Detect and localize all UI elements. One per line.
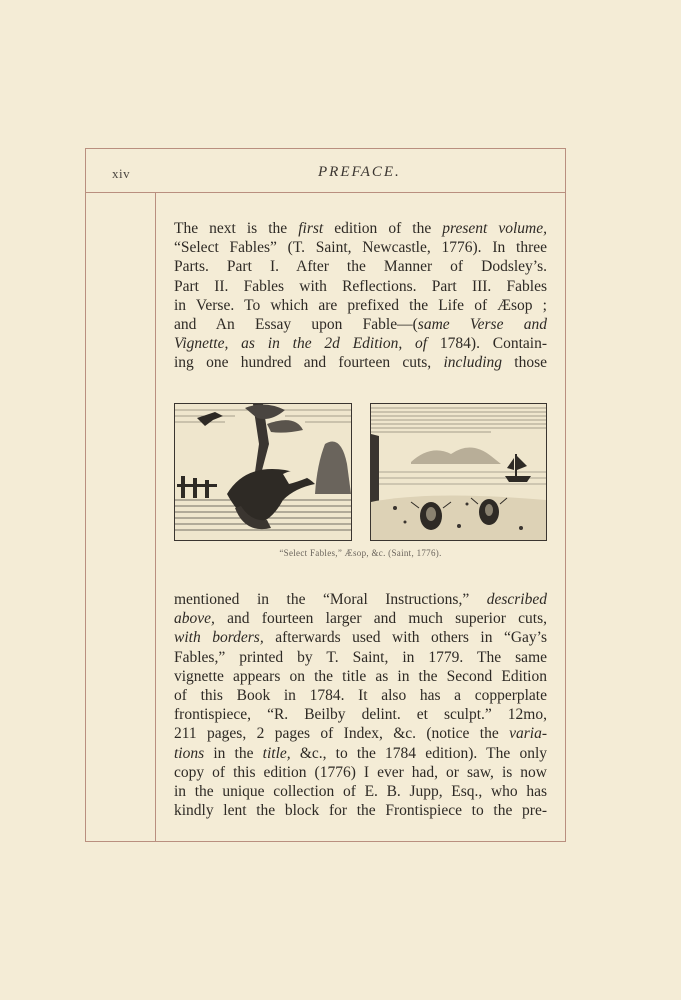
text-line: mentioned in the “Moral Instructions,” described [174,591,547,608]
text-line: kindly lent the block for the Frontispiece to the pre- [174,802,547,820]
page-number: xiv [112,166,131,181]
text-line: Parts. Part I. After the Manner of Dodsley’s. [174,258,547,276]
woodcut-illustration-right [370,403,547,541]
header-rule [85,192,566,193]
text-line: Vignette, as in the 2d Edition, of 1784). Contain- [174,335,547,353]
text-line: above, and fourteen larger and much superior cuts, [174,610,547,628]
running-title: PREFACE. [318,164,401,180]
text-line: and An Essay upon Fable—(same Verse and [174,316,547,334]
text-line: tions in the title, &c., to the 1784 edition). The only [174,744,547,762]
seashore-woodcut-icon [371,404,546,540]
eagle-woodcut-icon [175,404,351,540]
margin-rule [155,192,156,842]
paragraph-top [174,219,547,373]
text-line: of this Book in 1784. It also has a copperplate [174,687,547,705]
paragraph-bottom [174,590,547,820]
text-line: 211 pages, 2 pages of Index, &c. (notice the varia- [174,725,547,743]
text-line: frontispiece, “R. Beilby delint. et sculpt.” 12mo, [174,706,547,724]
text-line: with borders, afterwards used with others in “Gay’s [174,629,547,647]
text-line: Fables,” printed by T. Saint, in 1779. The same [174,648,547,666]
text-line: in the unique collection of E. B. Jupp, Esq., who has [174,783,547,801]
illustration-caption: “Select Fables,” Æsop, &c. (Saint, 1776). [279,548,442,558]
text-line: vignette appears on the title as in the Second Edition [174,667,547,685]
text-line: The next is the first edition of the present volume, [174,220,547,237]
text-line: copy of this edition (1776) I ever had, or saw, is now [174,763,547,781]
text-line: Part II. Fables with Reflections. Part III. Fables [174,277,547,295]
woodcut-illustration-left [174,403,352,541]
text-line: in Verse. To which are prefixed the Life of Æsop ; [174,296,547,314]
text-line: ing one hundred and fourteen cuts, including those [174,354,548,372]
text-line: “Select Fables” (T. Saint, Newcastle, 1776). In three [174,239,547,257]
